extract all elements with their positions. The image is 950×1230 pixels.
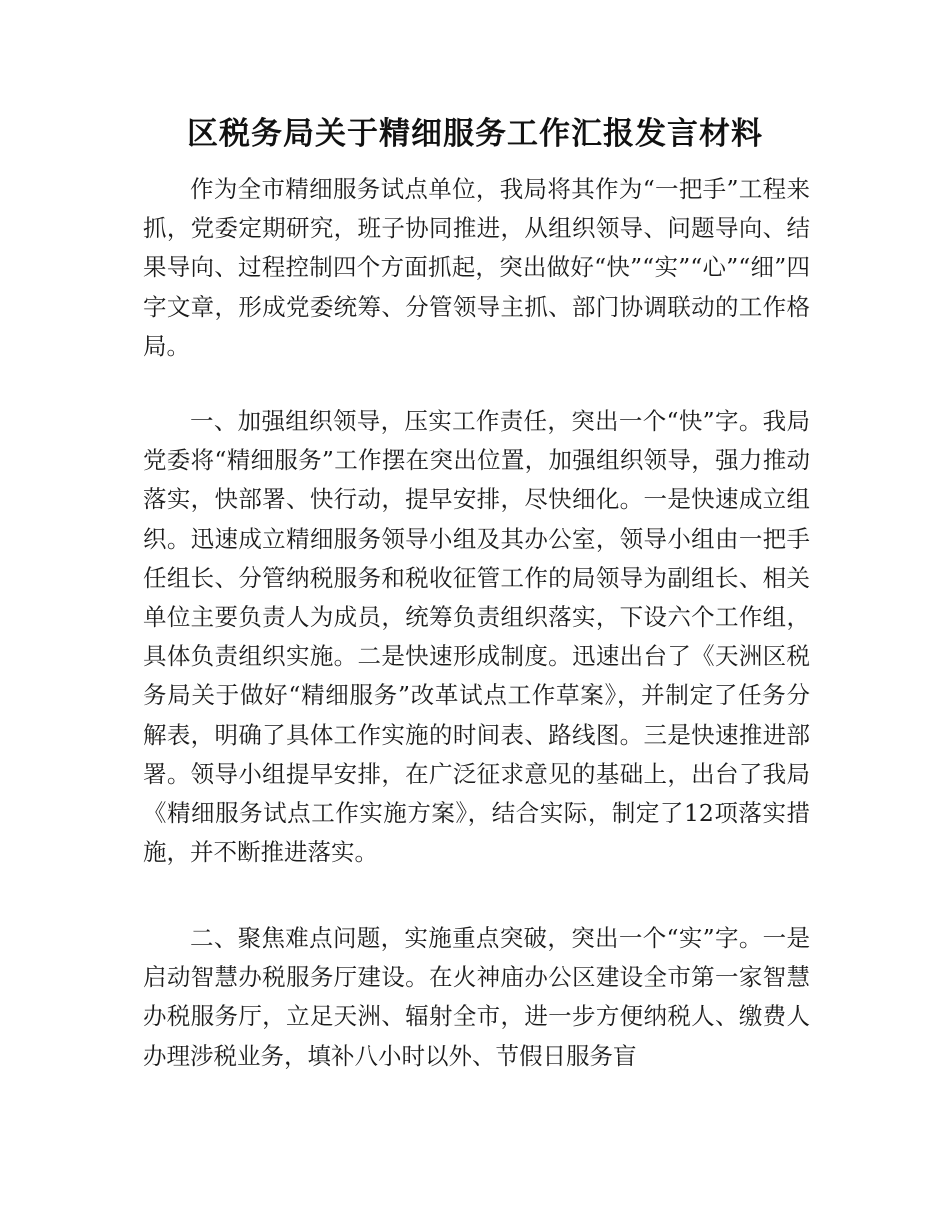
paragraph-section-one: 一、加强组织领导，压实工作责任，突出一个“快”字。我局党委将“精细服务”工作摆在突出位置，加强组织领导，强力推动落实，快部署、快行动，提早安排，尽快细化。一是快速成立组织。迅速成立精细服务领导小组及其办公室，领导小组由一把手任组长、分管纳税服务和税收征管工作的局领导为副组长、相关单位主要负责人为成员，统筹负责组织落实，下设六个工作组，具体负责组织实施。二是快速形成制度。迅速出台了《天洲区税务局关于做好“精细服务”改革试点工作草案》，并制定了任务分解表，明确了具体工作实施的时间表、路线图。三是快速推进部署。领导小组提早安排，在广泛征求意见的基础上，出台了我局《精细服务试点工作实施方案》，结合实际，制定了12项落实措施，并不断推进落实。 <box>143 407 810 867</box>
paragraph-section-two: 二、聚焦难点问题，实施重点突破，突出一个“实”字。一是启动智慧办税服务厅建设。在火神庙办公区建设全市第一家智慧办税服务厅，立足天洲、辐射全市，进一步方便纳税人、缴费人办理涉税业务，填补八小时以外、节假日服务盲 <box>143 924 810 1070</box>
paragraph-intro: 作为全市精细服务试点单位，我局将其作为“一把手”工程来抓，党委定期研究，班子协同推进，从组织领导、问题导向、结果导向、过程控制四个方面抓起，突出做好“快”“实”“心”“细”四字文章，形成党委统筹、分管领导主抓、部门协调联动的工作格局。 <box>143 175 810 360</box>
document-title: 区税务局关于精细服务工作汇报发言材料 <box>187 116 763 152</box>
